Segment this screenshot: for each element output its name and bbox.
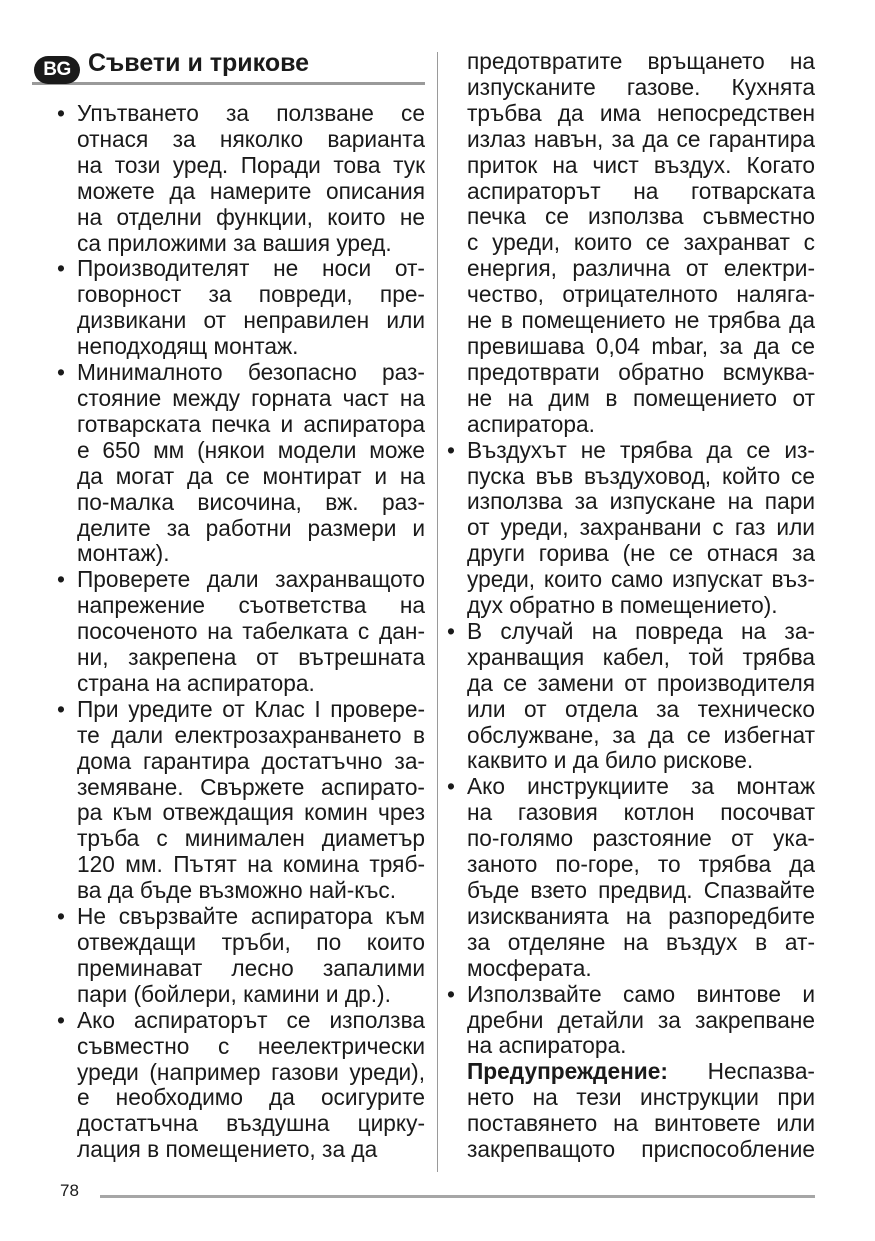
text-line: тръбва да има непосредствен: [467, 100, 815, 126]
text-line: на аспиратора.: [467, 1033, 627, 1059]
text-line: Използвайте само винтове и: [467, 981, 815, 1007]
text-line: хранващия кабел, той трябва: [467, 644, 815, 670]
text-line: можете да намерите описания: [77, 178, 425, 204]
text-line: лация в помещението, за да: [77, 1137, 378, 1163]
text-line: предотвратите връщането на: [467, 49, 815, 74]
text-line: аспиратора.: [467, 411, 595, 437]
text-line: са приложими за вашия уред.: [77, 230, 392, 256]
text-line: не на дим в помещението от: [467, 385, 815, 411]
text-line: дома гарантира достатъчно за-: [77, 748, 425, 774]
text-line: е необходимо да осигурите: [77, 1085, 425, 1111]
bullet-item: [447, 774, 815, 981]
footer-rule: [100, 1195, 815, 1198]
text-line: Минималното безопасно раз-: [77, 360, 425, 386]
bullet-item: [447, 982, 815, 1060]
bullet-item: [57, 567, 425, 697]
text-line: да могат да се монтират и на: [77, 463, 425, 489]
language-badge: BG: [34, 56, 80, 84]
bullet-icon: •: [57, 695, 65, 722]
text-line: Проверете дали захранващото: [77, 567, 425, 593]
bullet-icon: •: [57, 255, 65, 282]
text-line: дизвикани от неправилен или: [77, 308, 425, 334]
text-line: каквито и да било рискове.: [467, 748, 754, 774]
text-line: Не свързвайте аспиратора към: [77, 904, 425, 930]
text-line: по-голямо разстояние от ука-: [467, 826, 815, 852]
text-line: ни, закрепена от вътрешната: [77, 645, 425, 671]
text-line: ва да бъде възможно най-къс.: [77, 878, 397, 904]
text-line: 120 мм. Пътят на комина тряб-: [77, 852, 425, 878]
text-line: пуска във въздуховод, който се: [467, 463, 815, 489]
text-line: използва за изпускане на пари: [467, 489, 815, 515]
bullet-icon: •: [57, 1006, 65, 1033]
text-line: нето на тези инструкции при: [467, 1085, 815, 1111]
bullet-item: [57, 256, 425, 360]
text-line: с уреди, които се захранват с: [467, 230, 815, 256]
text-line: съвместно с неелектрически: [77, 1033, 425, 1059]
text-line: страна на аспиратора.: [77, 670, 315, 696]
text-line: енергия, различна от електри-: [467, 256, 815, 282]
text-line: уреди, които само изпускат въз-: [467, 567, 815, 593]
bullet-icon: •: [57, 359, 65, 386]
text-line: преминават лесно запалими: [77, 955, 425, 981]
column-divider: [437, 52, 438, 1172]
text-line: чество, отрицателното наляга-: [467, 282, 815, 308]
section-title: Съвети и трикове: [88, 49, 310, 77]
text-line: отнася за няколко варианта: [77, 126, 425, 152]
text-line: пари (бойлери, камини и др.).: [77, 981, 391, 1007]
section-header: [32, 46, 425, 85]
bullet-item: [57, 360, 425, 567]
text-line: Упътването за ползване се: [77, 101, 425, 126]
text-line: напрежение съответства на: [77, 593, 425, 619]
text-line: аспираторът на готварската: [467, 178, 815, 204]
text-line: уреди (например газови уреди),: [77, 1059, 425, 1085]
text-line: закрепващото приспособление: [467, 1137, 815, 1163]
text-line: ра към отвеждащия комин чрез: [77, 800, 425, 826]
warning-paragraph: [447, 1059, 815, 1163]
text-line: предотврати обратно всмуква-: [467, 359, 815, 385]
bullet-item: [57, 904, 425, 1008]
page-number: 78: [60, 1181, 79, 1200]
text-line: приток на чист въздух. Когато: [467, 152, 815, 178]
text-line: При уредите от Клас I провере-: [77, 696, 425, 722]
warning-first-line-rest: Неспазва-: [707, 1059, 815, 1085]
bullet-icon: •: [447, 773, 455, 800]
warning-first-line: [467, 1059, 815, 1085]
text-line: обслужване, за да се избегнат: [467, 722, 815, 748]
bullet-item: [57, 697, 425, 904]
text-line: превишава 0,04 mbar, за да се: [467, 333, 815, 359]
right-column: [447, 49, 815, 1163]
text-line: Ако аспираторът се използва: [77, 1007, 425, 1033]
text-line: за отделяне на въздух в ат-: [467, 929, 815, 955]
text-line: готварската печка и аспиратора: [77, 411, 425, 437]
text-line: да се замени от производителя: [467, 670, 815, 696]
text-line: делите за работни размери и: [77, 515, 425, 541]
text-line: поставянето на винтовете или: [467, 1111, 815, 1137]
text-line: на този уред. Поради това тук: [77, 152, 425, 178]
text-line: по-малка височина, вж. раз-: [77, 489, 425, 515]
text-line: земяване. Свържете аспирато-: [77, 774, 425, 800]
text-line: Въздухът не трябва да се из-: [467, 437, 815, 463]
text-line: В случай на повреда на за-: [467, 618, 815, 644]
text-line: Производителят не носи от-: [77, 256, 425, 282]
text-line: посоченото на табелката с дан-: [77, 619, 425, 645]
text-line: достатъчна въздушна цирку-: [77, 1111, 425, 1137]
text-line: печка се използва съвместно: [467, 204, 815, 230]
bullet-item: [57, 1008, 425, 1163]
bullet-icon: •: [57, 903, 65, 930]
text-line: на газовия котлон посочват: [467, 800, 815, 826]
text-line: не в помещението не трябва да: [467, 308, 815, 334]
text-line: Ако инструкциите за монтаж: [467, 774, 815, 800]
text-line: неподходящ монтаж.: [77, 334, 299, 360]
text-line: изискванията на разпоредбите: [467, 903, 815, 929]
text-line: монтаж).: [77, 541, 170, 567]
text-line: изпусканите газове. Кухнята: [467, 74, 815, 100]
bullet-icon: •: [57, 566, 65, 593]
text-line: дух обратно в помещението).: [467, 593, 778, 619]
text-line: стояние между горната част на: [77, 385, 425, 411]
text-line: излаз навън, за да се гарантира: [467, 126, 815, 152]
text-line: на отделни функции, които не: [77, 204, 425, 230]
text-line: или от отдела за техническо: [467, 696, 815, 722]
text-line: тръба с минимален диаметър: [77, 826, 425, 852]
bullet-item: [447, 438, 815, 619]
text-line: заното по-горе, то трябва да: [467, 852, 815, 878]
bullet-item: [447, 619, 815, 774]
warning-label: Предупреждение:: [467, 1059, 668, 1085]
text-line: от уреди, захранвани с газ или: [467, 515, 815, 541]
bullet-icon: •: [447, 980, 455, 1007]
text-line: говорност за повреди, пре-: [77, 282, 425, 308]
text-line: други горива (не се отнася за: [467, 541, 815, 567]
bullet-icon: •: [447, 436, 455, 463]
left-column: [57, 101, 425, 1163]
text-line: бъде взето предвид. Спазвайте: [467, 878, 815, 903]
text-line: мосферата.: [467, 955, 592, 981]
bullet-item: [57, 101, 425, 256]
bullet-icon: •: [447, 617, 455, 644]
text-line: те дали електрозахранването в: [77, 722, 425, 748]
text-line: отвеждащи тръби, по които: [77, 930, 425, 955]
right-bullet-list: [447, 438, 815, 1060]
text-line: е 650 мм (някои модели може: [77, 437, 425, 463]
bullet-icon: •: [57, 100, 65, 126]
continued-paragraph: [447, 49, 815, 438]
text-line: дребни детайли за закрепване: [467, 1007, 815, 1033]
